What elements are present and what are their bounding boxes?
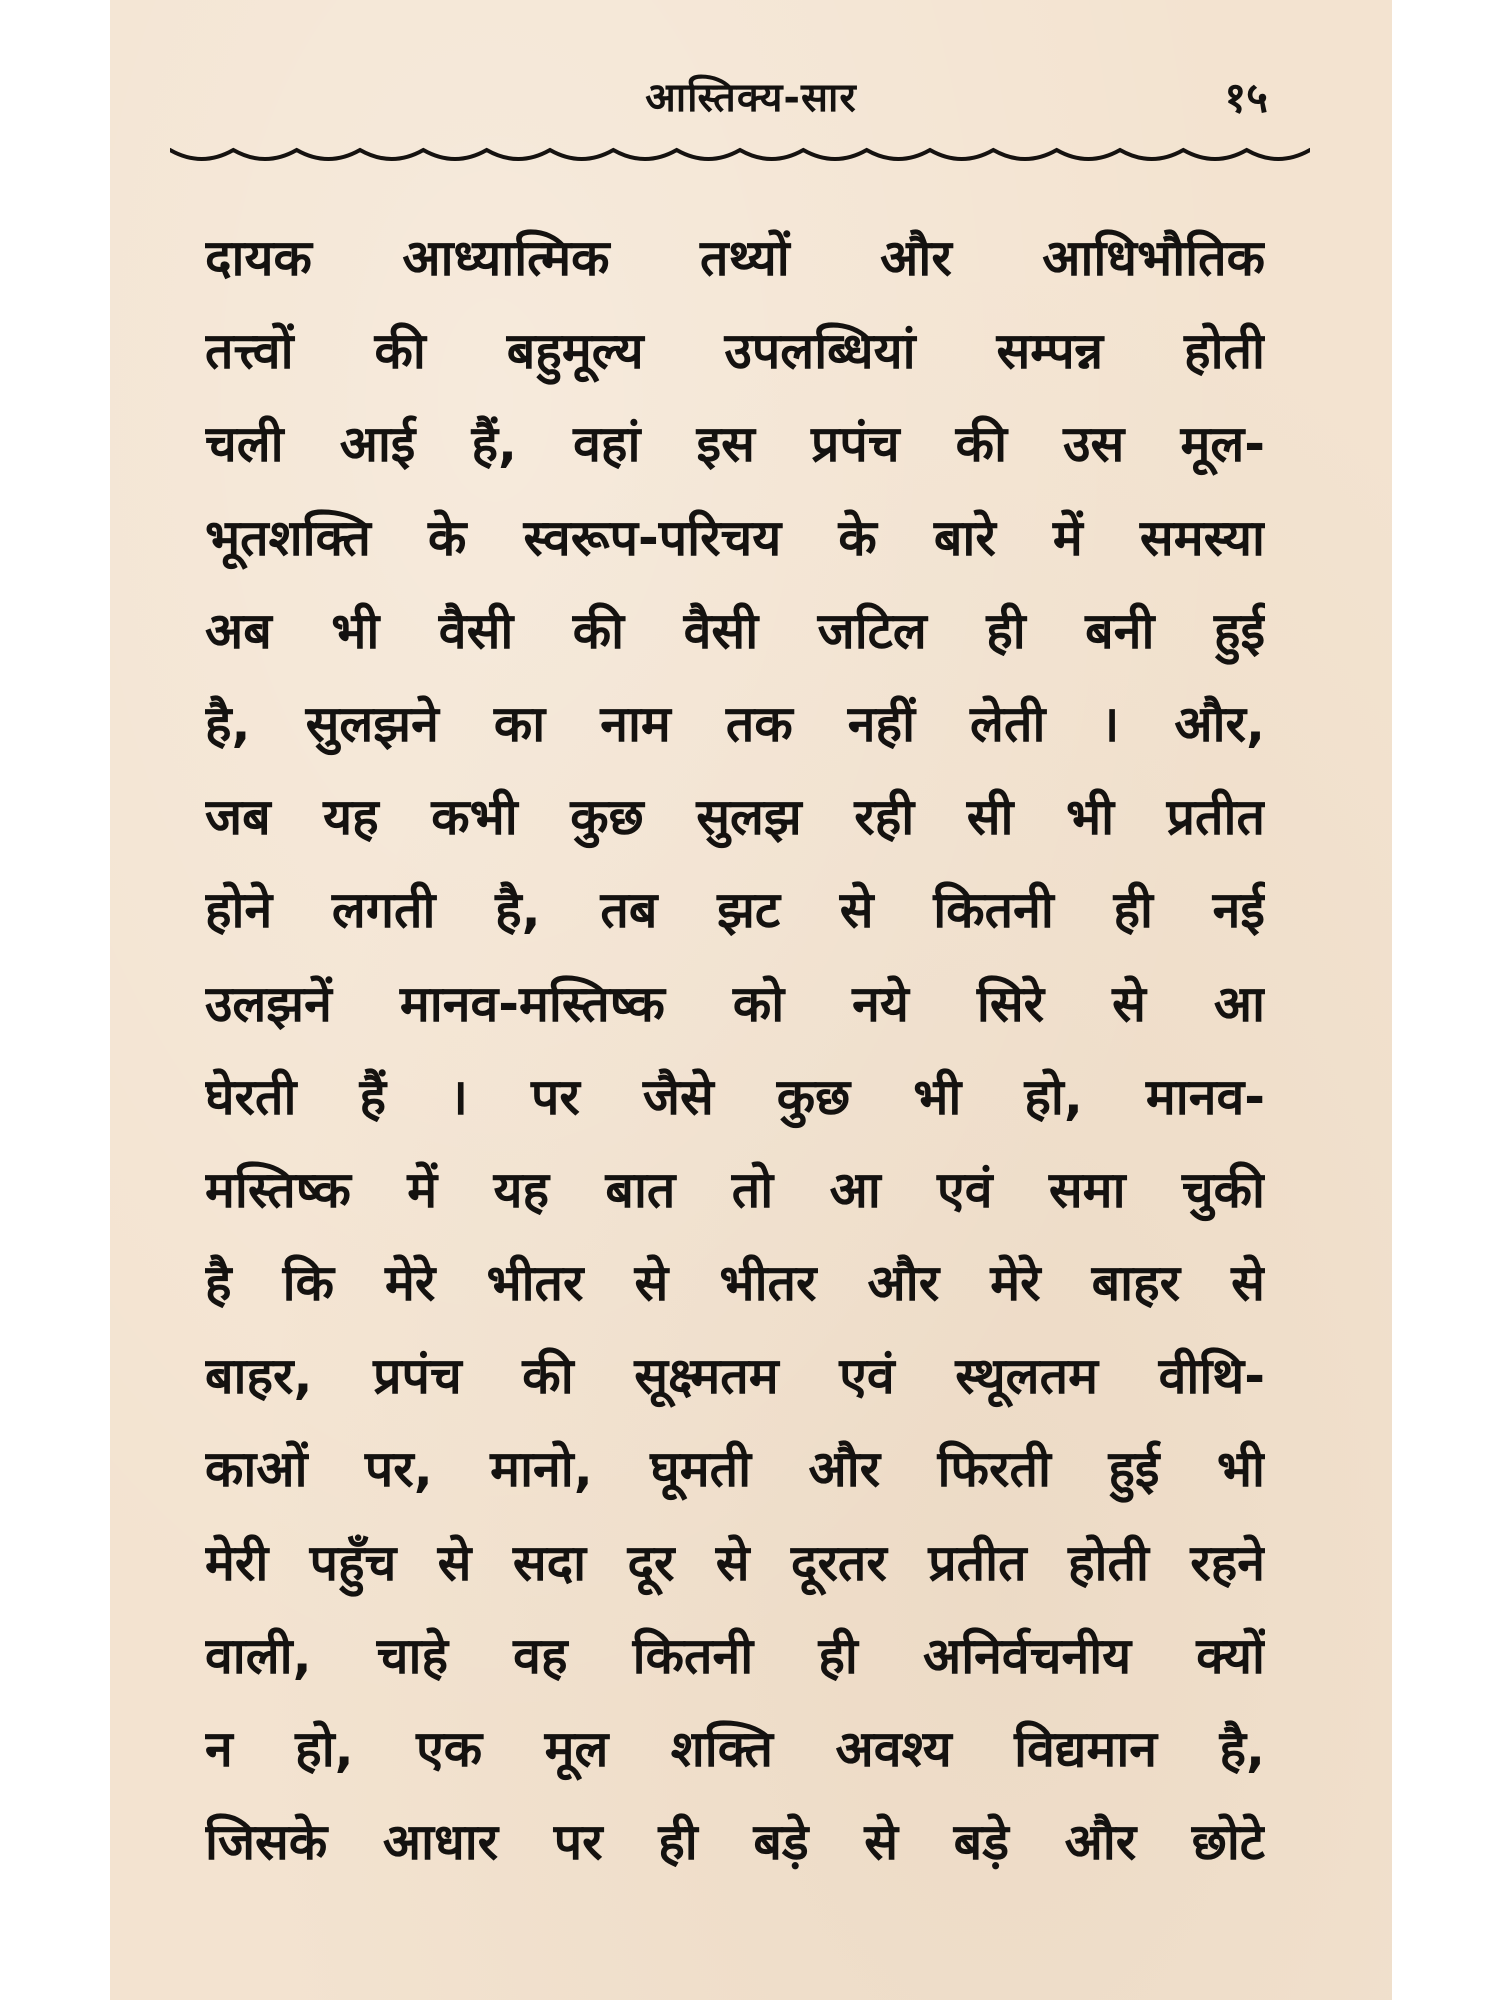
running-title: आस्तिक्य-सार <box>645 75 857 121</box>
text-line: बाहर, प्रपंच की सूक्ष्मतम एवं स्थूलतम वीथि- <box>205 1347 1265 1406</box>
text-line: अब भी वैसी की वैसी जटिल ही बनी हुई <box>205 601 1265 660</box>
text-line: है कि मेरे भीतर से भीतर और मेरे बाहर से <box>205 1254 1265 1313</box>
page-number: १५ <box>1224 73 1268 122</box>
text-line: घेरती हैं । पर जैसे कुछ भी हो, मानव- <box>205 1067 1265 1126</box>
wavy-divider <box>170 142 1310 170</box>
text-line: होने लगती है, तब झट से कितनी ही नई <box>205 881 1265 940</box>
text-line: मेरी पहुँच से सदा दूर से दूरतर प्रतीत होती रहने <box>205 1533 1265 1592</box>
running-header <box>110 68 1392 128</box>
text-line: तत्त्वों की बहुमूल्य उपलब्धियां सम्पन्न होती <box>205 322 1265 381</box>
body-text <box>205 212 1265 1889</box>
text-line: काओं पर, मानो, घूमती और फिरती हुई भी <box>205 1440 1265 1499</box>
text-line: दायक आध्यात्मिक तथ्यों और आधिभौतिक <box>205 229 1265 287</box>
text-line: उलझनें मानव-मस्तिष्क को नये सिरे से आ <box>205 974 1265 1033</box>
text-line: मस्तिष्क में यह बात तो आ एवं समा चुकी <box>205 1160 1265 1219</box>
text-line: न हो, एक मूल शक्ति अवश्य विद्यमान है, <box>205 1720 1265 1778</box>
text-line: है, सुलझने का नाम तक नहीं लेती । और, <box>205 694 1265 753</box>
book-page <box>110 0 1392 2000</box>
text-line: जिसके आधार पर ही बड़े से बड़े और छोटे <box>205 1813 1265 1872</box>
text-line: चली आई हैं, वहां इस प्रपंच की उस मूल- <box>205 415 1265 474</box>
text-line: वाली, चाहे वह कितनी ही अनिर्वचनीय क्यों <box>205 1626 1265 1685</box>
text-line: भूतशक्ति के स्वरूप-परिचय के बारे में समस्या <box>205 508 1265 567</box>
text-line: जब यह कभी कुछ सुलझ रही सी भी प्रतीत <box>205 788 1265 847</box>
